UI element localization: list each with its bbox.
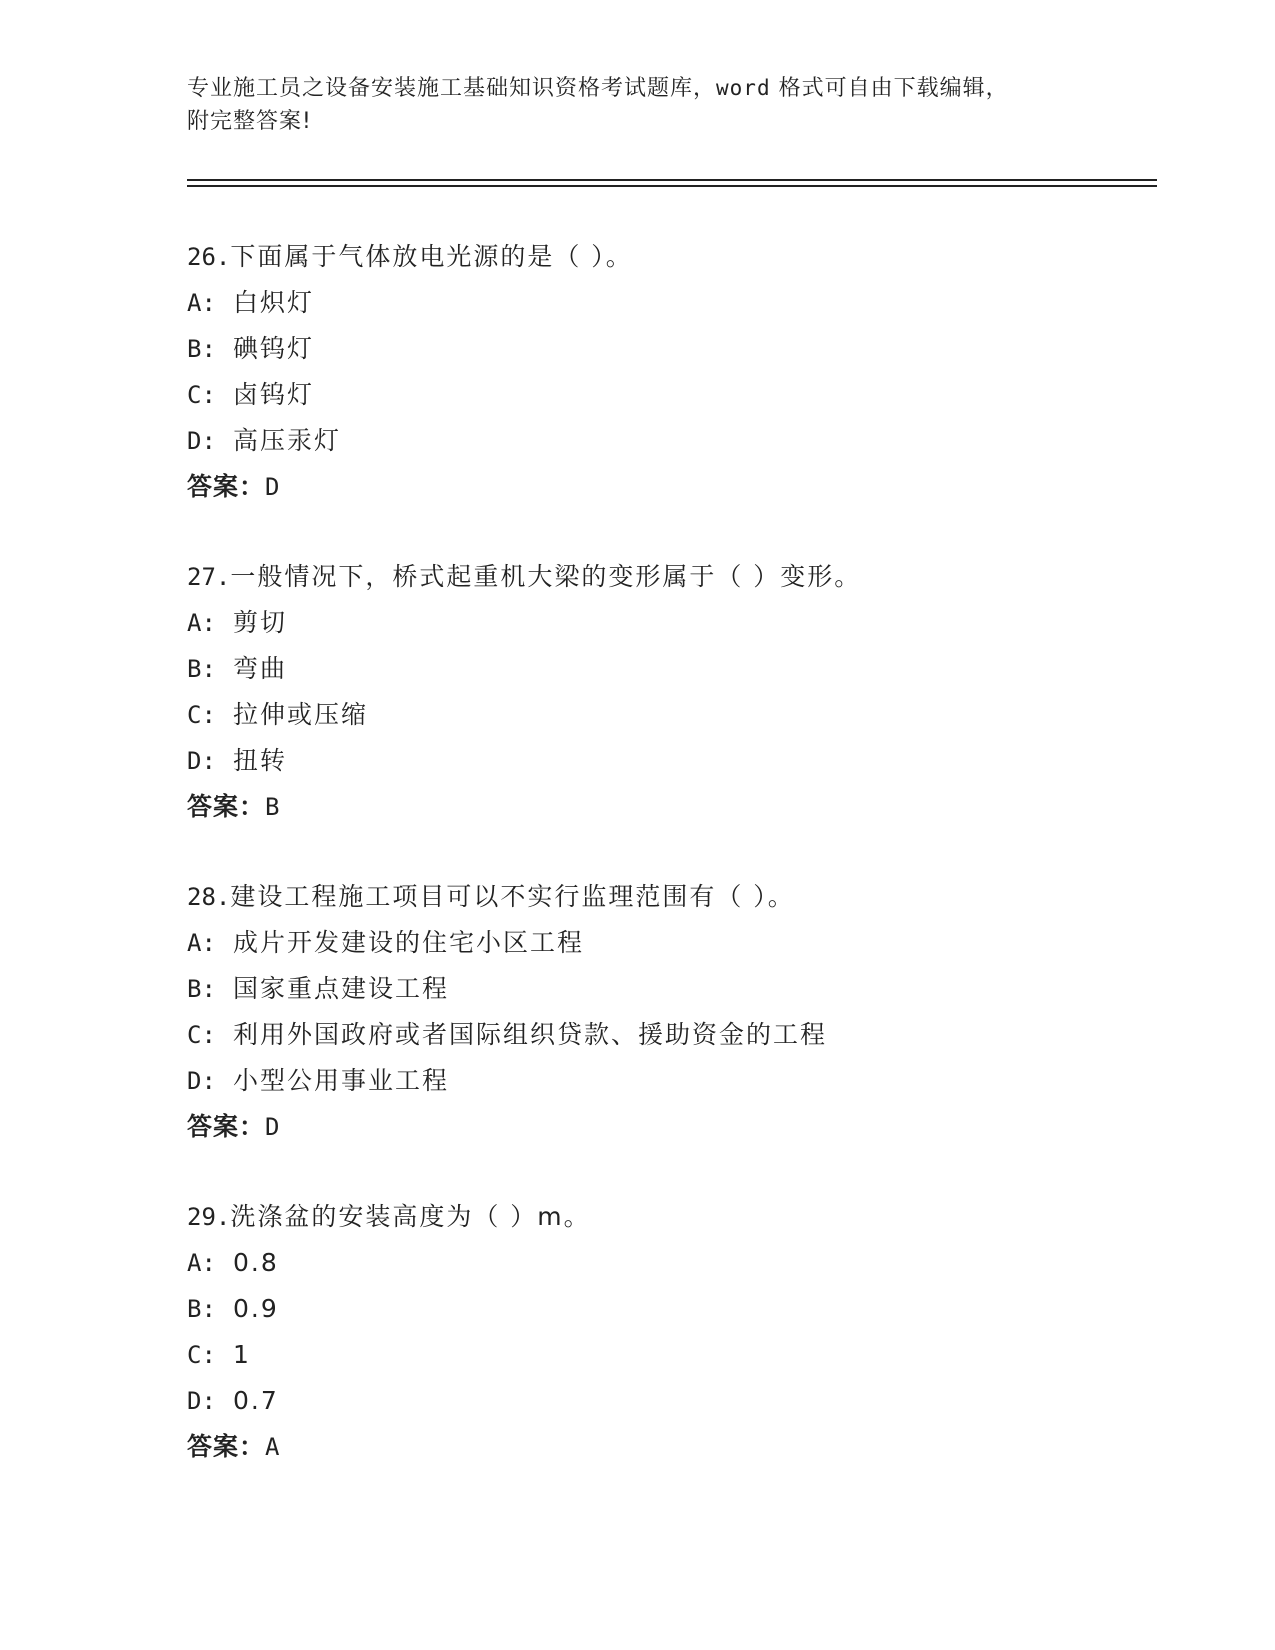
answer-label: 答案： (187, 792, 266, 821)
option-key: C: (187, 1341, 216, 1369)
option-key: D: (187, 427, 216, 455)
option-key: A: (187, 609, 216, 637)
option-text: 扭转 (233, 746, 288, 775)
option-a (187, 280, 1187, 326)
question-stem (187, 1194, 1187, 1240)
option-b (187, 646, 1187, 692)
option-text: 利用外国政府或者国际组织贷款、援助资金的工程 (233, 1020, 828, 1049)
option-key: B: (187, 655, 216, 683)
question-stem (187, 874, 1187, 920)
option-text: 拉伸或压缩 (233, 700, 369, 729)
question-number: 28. (187, 883, 231, 911)
option-key: B: (187, 335, 216, 363)
option-text: 剪切 (233, 608, 288, 637)
question-number: 29. (187, 1203, 231, 1231)
option-text: 白炽灯 (233, 288, 315, 317)
option-a (187, 600, 1187, 646)
option-key: D: (187, 1067, 216, 1095)
answer-value: D (265, 473, 280, 501)
question-text: 洗涤盆的安装高度为（ ）m。 (230, 1202, 591, 1231)
option-key: B: (187, 975, 216, 1003)
header-divider-top (187, 179, 1157, 181)
option-key: A: (187, 929, 216, 957)
header-line-2: 附完整答案! (187, 109, 312, 134)
option-d (187, 418, 1187, 464)
option-text: 弯曲 (233, 654, 288, 683)
option-key: C: (187, 701, 216, 729)
option-text: 碘钨灯 (233, 334, 315, 363)
option-a (187, 1240, 1187, 1286)
answer-line (187, 464, 1187, 510)
option-d (187, 1058, 1187, 1104)
answer-label: 答案： (187, 472, 266, 501)
option-c (187, 372, 1187, 418)
question-text: 下面属于气体放电光源的是（ ）。 (230, 242, 633, 271)
option-key: C: (187, 1021, 216, 1049)
answer-label: 答案： (187, 1112, 266, 1141)
answer-line (187, 1104, 1187, 1150)
document-header (187, 72, 1087, 138)
option-key: D: (187, 1387, 216, 1415)
question-text: 建设工程施工项目可以不实行监理范围有（ ）。 (230, 882, 795, 911)
option-text: 国家重点建设工程 (233, 974, 450, 1003)
header-divider-bottom (187, 185, 1157, 187)
option-d (187, 738, 1187, 784)
option-c (187, 692, 1187, 738)
option-b (187, 966, 1187, 1012)
option-text: 0.8 (233, 1248, 279, 1277)
option-text: 成片开发建设的住宅小区工程 (233, 928, 585, 957)
option-b (187, 1286, 1187, 1332)
option-key: A: (187, 1249, 216, 1277)
header-title-suffix: 格式可自由下载编辑， (770, 76, 1009, 101)
option-a (187, 920, 1187, 966)
option-key: A: (187, 289, 216, 317)
option-c (187, 1332, 1187, 1378)
option-text: 0.9 (233, 1294, 279, 1323)
option-c (187, 1012, 1187, 1058)
option-b (187, 326, 1187, 372)
question-number: 26. (187, 243, 231, 271)
header-line-1 (187, 72, 1087, 105)
answer-line (187, 1424, 1187, 1470)
question-block (187, 874, 1187, 1150)
option-text: 1 (233, 1340, 251, 1369)
option-text: 0.7 (233, 1386, 279, 1415)
answer-value: B (265, 793, 280, 821)
option-key: C: (187, 381, 216, 409)
question-block (187, 1194, 1187, 1470)
answer-line (187, 784, 1187, 830)
option-text: 小型公用事业工程 (233, 1066, 450, 1095)
option-text: 卤钨灯 (233, 380, 315, 409)
question-text: 一般情况下，桥式起重机大梁的变形属于（ ）变形。 (230, 562, 862, 591)
option-text: 高压汞灯 (233, 426, 342, 455)
question-block (187, 234, 1187, 510)
question-stem (187, 234, 1187, 280)
answer-value: D (265, 1113, 280, 1141)
option-key: B: (187, 1295, 216, 1323)
answer-value: A (265, 1433, 280, 1461)
question-block (187, 554, 1187, 830)
answer-label: 答案： (187, 1432, 266, 1461)
question-stem (187, 554, 1187, 600)
option-key: D: (187, 747, 216, 775)
header-title-text: 专业施工员之设备安装施工基础知识资格考试题库， (187, 76, 717, 101)
option-d (187, 1378, 1187, 1424)
question-number: 27. (187, 563, 231, 591)
header-word-text: word (716, 76, 771, 100)
